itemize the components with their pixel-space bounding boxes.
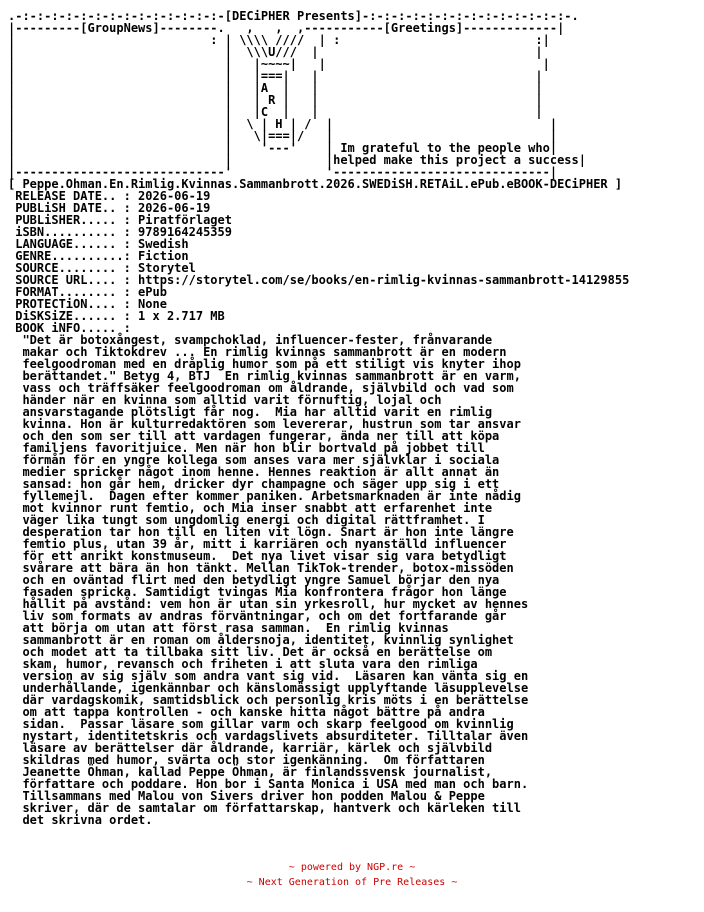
nfo-line: Jeanette Öhman, kallad Peppe Öhman, är finlandssvensk journalist, (8, 765, 493, 779)
nfo-line: | : | \\\\ //// | : :| (8, 33, 550, 47)
nfo-line: feelgoodroman med en dråplig humor som på ett stiligt vis knyter ihop (8, 357, 521, 371)
nfo-line: sammanbrott är en roman om åldersnoja, identitet, kvinnlig synlighet (8, 633, 514, 647)
nfo-line: mot kvinnor runt femtio, och Mia inser snabbt att erfarenhet inte (8, 501, 493, 515)
nfo-line: och modet att ta tillbaka sitt liv. Det är också en berättelse om (8, 645, 493, 659)
nfo-line: underhållande, igenkännbar och känslomässigt upplyftande läsupplevelse (8, 681, 529, 695)
nfo-line: fasaden spricka. Samtidigt tvingas Mia konfrontera frågor hon länge (8, 585, 507, 599)
nfo-line: och den som ser till att vardagen fungerar, ända ner till att köpa (8, 429, 500, 443)
nfo-line: | | \ | H | / | | (8, 117, 558, 131)
nfo-line: skildras med humor, svärta och stor igenkänning. Om författaren (8, 753, 485, 767)
nfo-line: .-:-:-:-:-:-:-:-:-:-:-:-:-:-:-[DECiPHER Presents]-:-:-:-:-:-:-:-:-:-:-:-:-:-:-. (8, 9, 579, 23)
nfo-line: skam, humor, revansch och friheten i att sluta vara den rimliga (8, 657, 478, 671)
nfo-line: fyllemejl. Dagen efter kommer paniken. Arbetsmarknaden är inte nådig (8, 489, 521, 503)
nfo-line: | | |===| | | (8, 69, 543, 83)
nfo-line: ansvarstagande plötsligt får nog. Mia har alltid varit en rimlig (8, 405, 493, 419)
nfo-line: liv som formats av andras förväntningar, och om det fortfarande går (8, 609, 507, 623)
nfo-line: det skrivna ordet. (8, 813, 153, 827)
nfo-line: sidan. Passar läsare som gillar varm och skarp feelgood om kvinnlig (8, 717, 514, 731)
nfo-line: skriver, där de samtalar om författarskap, hantverk och kärleken till (8, 801, 521, 815)
nfo-line: | | '---' | Im grateful to the people who| (8, 141, 558, 155)
nfo-line: |-----------------------------' '------------------------------| (8, 165, 558, 179)
nfo-line: berättandet." Betyg 4, BTJ En rimlig kvinnas sammanbrott är en varm, (8, 369, 521, 383)
nfo-line: medier spricker något inom henne. Hennes reaktion är allt annat än (8, 465, 500, 479)
nfo-line: SOURCE........ : Storytel (8, 261, 196, 275)
nfo-line: GENRE..........: Fiction (8, 249, 189, 263)
nfo-line: version av sig själv som andra vant sig vid. Läsaren kan vänta sig en (8, 669, 529, 683)
nfo-line: förmån för en yngre kollega som anses vara mer självklar i sociala (8, 453, 500, 467)
nfo-line: händer när en kvinna som alltid varit förnuftig, lojal och (8, 393, 442, 407)
nfo-line: läsare av berättelser där åldrande, karriär, kärlek och självbild (8, 741, 493, 755)
nfo-line: femtio plus, utan 39 år, mitt i karriären och nyanställd influencer (8, 537, 507, 551)
nfo-text-block (8, 10, 629, 826)
nfo-line: RELEASE DATE.. : 2026-06-19 (8, 189, 211, 203)
nfo-line: | | |A | | | (8, 81, 543, 95)
nfo-line: om att tappa kontrollen - och kanske hitta något bättre på andra (8, 705, 485, 719)
nfo-line: SOURCE URL.... : https://storytel.com/se/books/en-rimlig-kvinnas-sammanbrott-14129855 (8, 273, 630, 287)
nfo-line: där vardagskomik, samtidsblick och personlig kris möts i en berättelse (8, 693, 529, 707)
nfo-line: väger lika tungt som ungdomlig energi och digital rättframhet. I (8, 513, 485, 527)
nfo-line: sansad: hon går hem, dricker dyr champagne och säger upp sig i ett (8, 477, 500, 491)
nfo-line: |---------[GroupNews]--------. , , ,-----------[Greetings]-------------| (8, 21, 565, 35)
nfo-line: vass och träffsäker feelgoodroman om åldrande, självbild och vad som (8, 381, 514, 395)
nfo-line: | | \\\U/// | | (8, 45, 543, 59)
nfo-line: | | | R | | | (8, 93, 543, 107)
footer-tagline: ~ Next Generation of Pre Releases ~ (246, 877, 458, 888)
nfo-line: PUBLiSH DATE.. : 2026-06-19 (8, 201, 211, 215)
nfo-line: | | |~~~~| | | (8, 57, 550, 71)
nfo-line: att börja om utan att först rasa samman. En rimlig kvinnas (8, 621, 449, 635)
nfo-line: nystart, identitetskris och vardagslivets absurditeter. Tilltalar även (8, 729, 529, 743)
nfo-line: svårare att bära än hon tänkt. Mellan TikTok-trender, botox-missöden (8, 561, 514, 575)
nfo-line: PROTECTiON.... : None (8, 297, 167, 311)
nfo-line: | | \|===|/ | | (8, 129, 558, 143)
nfo-line: | | |C | | | (8, 105, 543, 119)
nfo-line: makar och Tiktokdrev ... En rimlig kvinnas sammanbrott är en modern (8, 345, 507, 359)
nfo-line: kvinna. Hon är kulturredaktören som levererar, hustrun som tar ansvar (8, 417, 521, 431)
footer-powered-by: ~ powered by NGP.re ~ (288, 862, 416, 873)
nfo-line: | | |helped make this project a success| (8, 153, 586, 167)
nfo-line: familjens favoritjuice. Men när hon blir bortvald på jobbet till (8, 441, 485, 455)
nfo-line: [ Peppe.Ohman.En.Rimlig.Kvinnas.Sammanbrott.2026.SWEDiSH.RETAiL.ePub.eBOOK-DECiPHER ] (8, 177, 623, 191)
nfo-line: FORMAT........ : ePub (8, 285, 167, 299)
nfo-line: iSBN.......... : 9789164245359 (8, 225, 232, 239)
nfo-line: PUBLiSHER..... : Piratförlaget (8, 213, 232, 227)
nfo-line: för ett anrikt konstmuseum. Det nya livet visar sig vara betydligt (8, 549, 507, 563)
nfo-line: och en oväntad flirt med den betydligt yngre Samuel börjar den nya (8, 573, 500, 587)
nfo-line: hållit på avstånd: vem hon är utan sin yrkesroll, hur mycket av hennes (8, 597, 529, 611)
nfo-line: DiSKSiZE...... : 1 x 2.717 MB (8, 309, 225, 323)
nfo-line: Tillsammans med Malou von Sivers driver hon podden Malou & Peppe (8, 789, 485, 803)
nfo-line: författare och poddare. Hon bor i Santa Monica i USA med man och barn. (8, 777, 529, 791)
nfo-line: "Det är botoxångest, svampchoklad, influencer-fester, frånvarande (8, 333, 493, 347)
nfo-line: LANGUAGE...... : Swedish (8, 237, 189, 251)
nfo-line: BOOK iNFO..... : (8, 321, 131, 335)
nfo-line: desperation tar hon till en liten vit lögn. Snart är hon inte längre (8, 525, 514, 539)
